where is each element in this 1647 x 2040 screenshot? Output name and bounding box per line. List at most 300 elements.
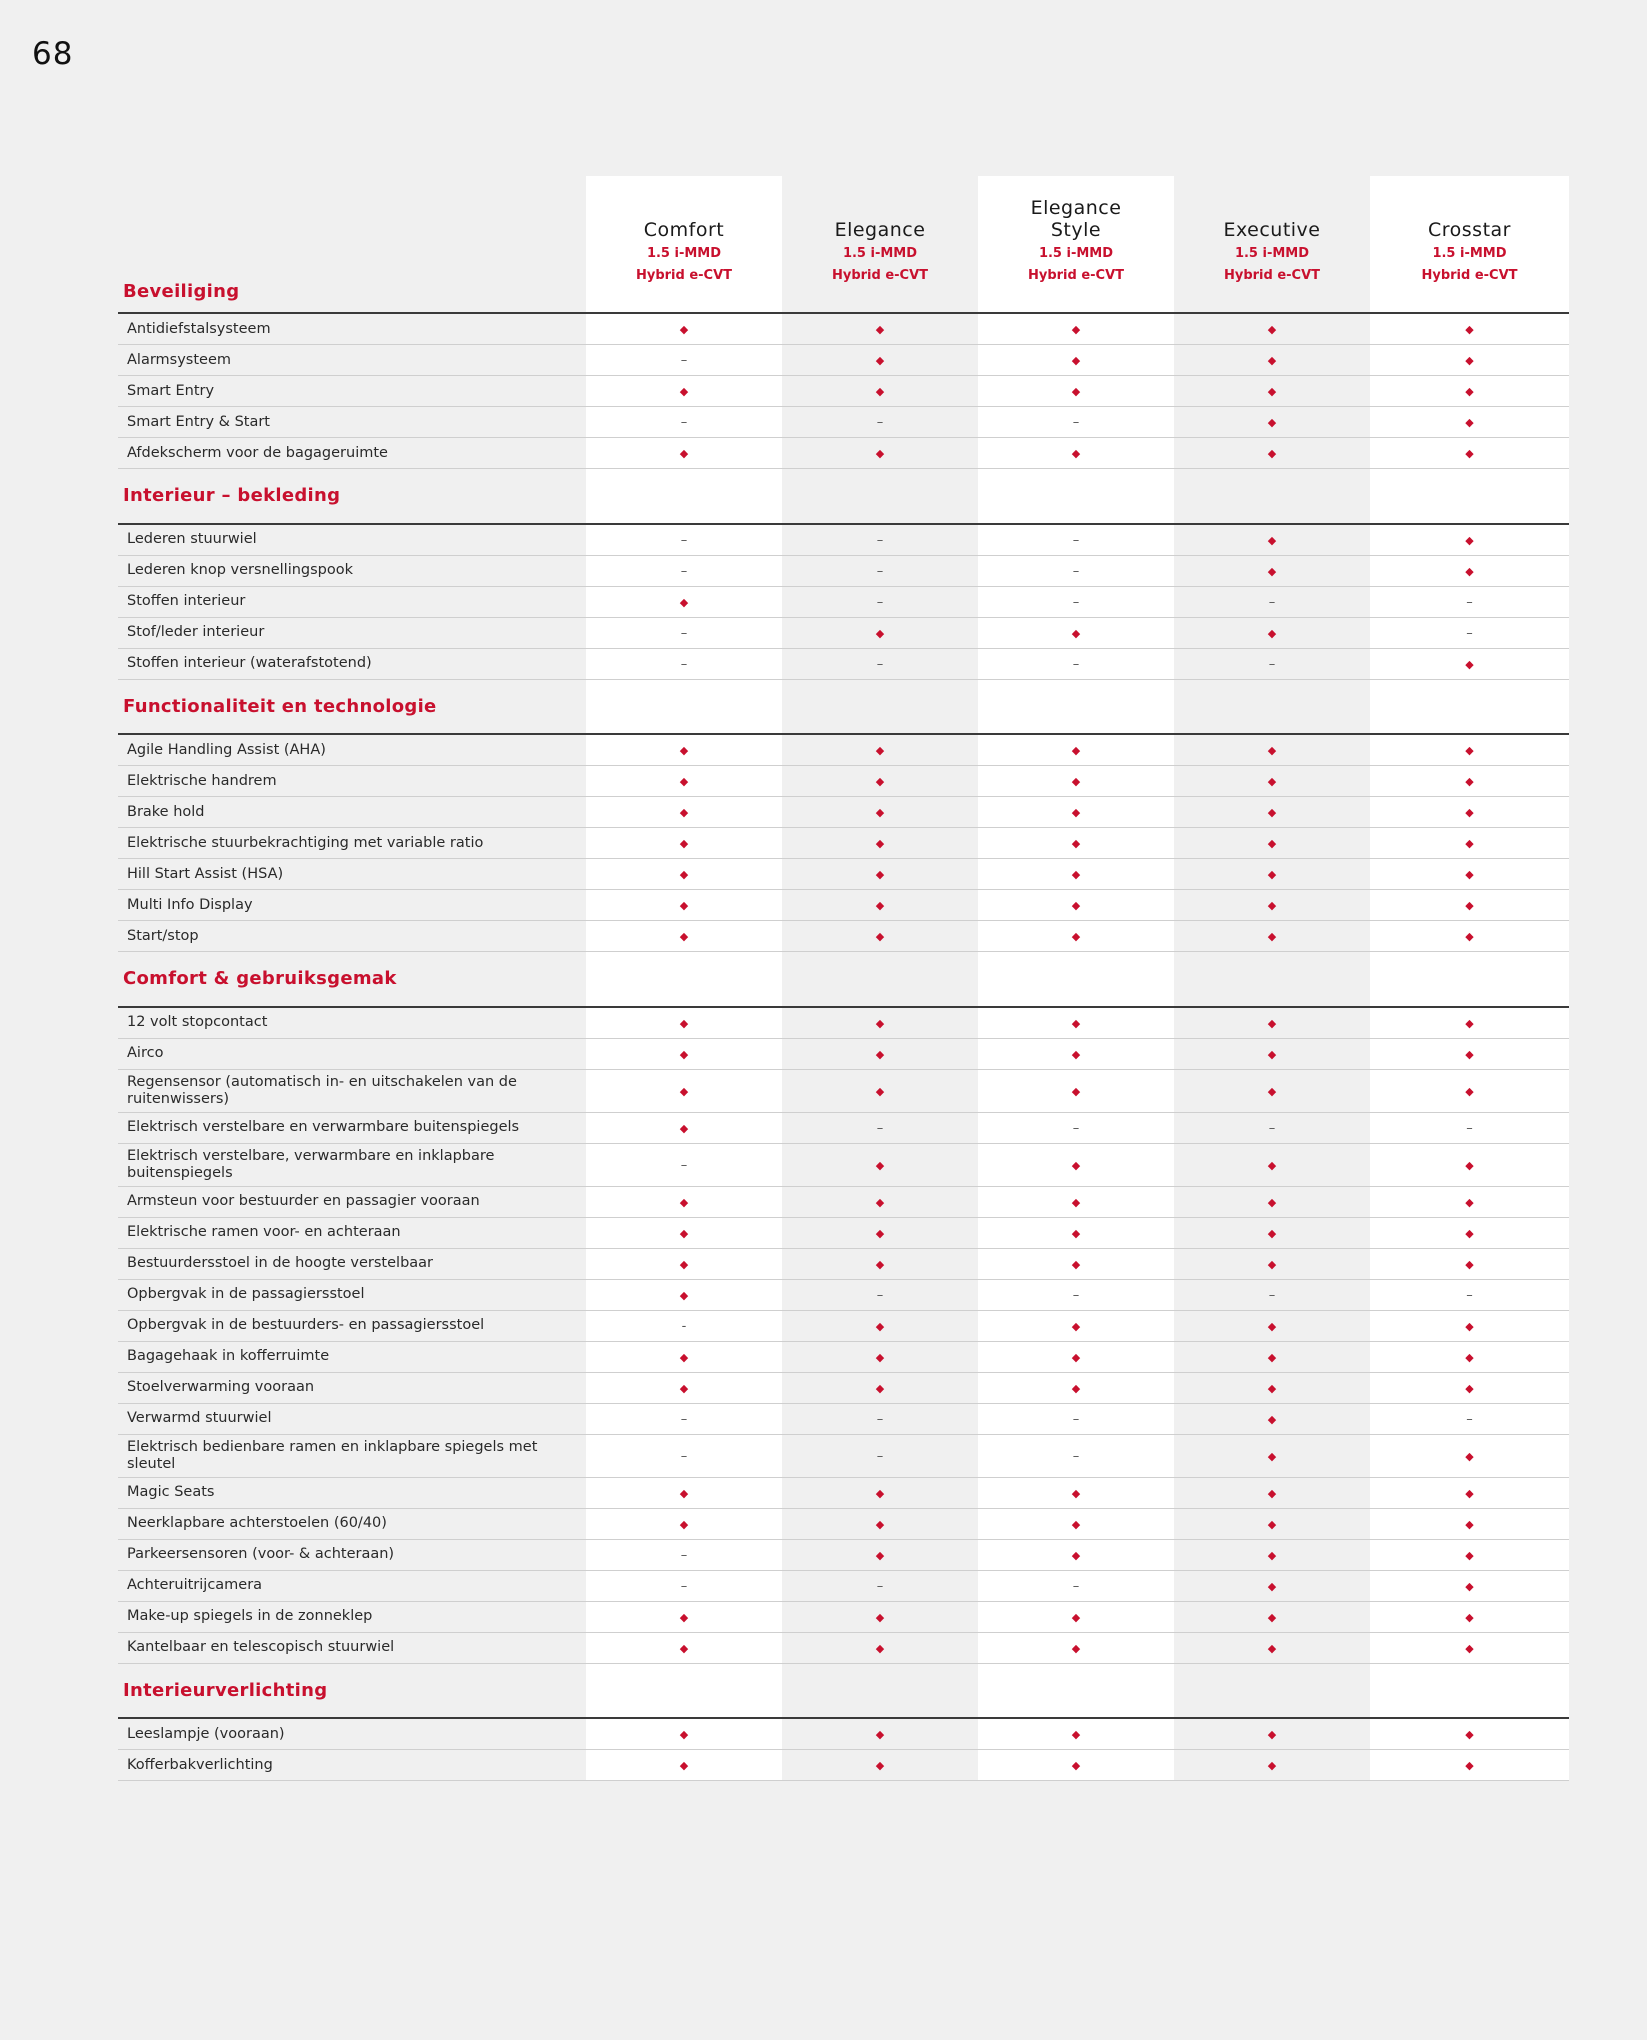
- standard-diamond-icon: ◆: [1267, 1016, 1277, 1030]
- feature-label: Opbergvak in de bestuurders- en passagiersstoel: [118, 1310, 586, 1341]
- availability-cell: [1370, 1310, 1569, 1341]
- table-row: [118, 1069, 1569, 1112]
- availability-cell: [1174, 1434, 1370, 1477]
- standard-diamond-icon: ◆: [1267, 1084, 1277, 1098]
- standard-diamond-icon: ◆: [1465, 1759, 1474, 1772]
- standard-diamond-icon: ◆: [875, 1158, 885, 1172]
- trim-engine: [978, 243, 1174, 287]
- not-available-dash-icon: –: [680, 1157, 688, 1173]
- feature-label: Parkeersensoren (voor- & achteraan): [118, 1539, 586, 1570]
- table-row: [118, 1112, 1569, 1143]
- availability-cell: [782, 797, 978, 828]
- availability-cell: [586, 1038, 782, 1069]
- availability-cell: [586, 1217, 782, 1248]
- table-row: [118, 890, 1569, 921]
- availability-cell: [586, 1248, 782, 1279]
- feature-label: Alarmsysteem: [118, 345, 586, 376]
- standard-diamond-icon: ◆: [1267, 899, 1277, 912]
- standard-diamond-icon: ◆: [1071, 930, 1081, 943]
- standard-diamond-icon: ◆: [1267, 868, 1277, 881]
- table-row: [118, 1477, 1569, 1508]
- feature-label: Lederen knop versnellingspook: [118, 555, 586, 586]
- standard-diamond-icon: ◆: [875, 1517, 885, 1531]
- feature-label: Verwarmd stuurwiel: [118, 1403, 586, 1434]
- availability-cell: [978, 438, 1174, 469]
- availability-cell: [782, 1477, 978, 1508]
- availability-cell: [782, 1186, 978, 1217]
- table-row: [118, 1186, 1569, 1217]
- availability-cell: [1174, 407, 1370, 438]
- availability-cell: [978, 1007, 1174, 1039]
- standard-diamond-icon: ◆: [1071, 806, 1081, 819]
- standard-diamond-icon: ◆: [1071, 1517, 1081, 1531]
- table-row: [118, 1007, 1569, 1039]
- availability-cell: [1370, 1539, 1569, 1570]
- availability-cell: [782, 1217, 978, 1248]
- standard-diamond-icon: ◆: [1071, 1158, 1081, 1172]
- standard-diamond-icon: ◆: [875, 930, 885, 943]
- standard-diamond-icon: ◆: [1267, 1412, 1277, 1426]
- availability-cell: [1174, 797, 1370, 828]
- standard-diamond-icon: ◆: [679, 930, 689, 943]
- availability-cell: [586, 1570, 782, 1601]
- availability-cell: [978, 1143, 1174, 1186]
- not-available-dash-icon: –: [1466, 594, 1473, 610]
- not-available-dash-icon: –: [876, 563, 884, 579]
- engine-line: Hybrid e-CVT: [831, 268, 929, 283]
- standard-diamond-icon: ◆: [679, 595, 689, 609]
- table-row: [118, 1279, 1569, 1310]
- availability-cell: [1174, 1341, 1370, 1372]
- not-available-dash-icon: -: [681, 1318, 687, 1334]
- standard-diamond-icon: ◆: [1071, 323, 1081, 336]
- standard-diamond-icon: ◆: [875, 1486, 885, 1500]
- standard-diamond-icon: ◆: [1267, 1226, 1277, 1240]
- availability-cell: [1370, 859, 1569, 890]
- availability-cell: [978, 376, 1174, 407]
- availability-cell: [586, 1601, 782, 1632]
- feature-label: Bagagehaak in kofferruimte: [118, 1341, 586, 1372]
- availability-cell: [978, 859, 1174, 890]
- availability-cell: [1174, 1601, 1370, 1632]
- availability-cell: [978, 797, 1174, 828]
- feature-label: Lederen stuurwiel: [118, 524, 586, 556]
- not-available-dash-icon: –: [1072, 1448, 1080, 1464]
- not-available-dash-icon: –: [876, 1411, 884, 1427]
- feature-label: Opbergvak in de passagiersstoel: [118, 1279, 586, 1310]
- availability-cell: [782, 1632, 978, 1663]
- availability-cell: [1174, 1508, 1370, 1539]
- engine-line: 1.5 i-MMD: [1038, 246, 1114, 261]
- standard-diamond-icon: ◆: [1071, 899, 1081, 912]
- standard-diamond-icon: ◆: [1465, 1158, 1474, 1172]
- not-available-dash-icon: –: [1268, 656, 1276, 672]
- standard-diamond-icon: ◆: [875, 323, 885, 336]
- engine-line: Hybrid e-CVT: [1027, 268, 1125, 283]
- availability-cell: [1370, 407, 1569, 438]
- availability-cell: [782, 890, 978, 921]
- availability-cell: [1370, 1372, 1569, 1403]
- feature-label: Neerklapbare achterstoelen (60/40): [118, 1508, 586, 1539]
- availability-cell: [1370, 617, 1569, 648]
- availability-cell: [586, 734, 782, 766]
- standard-diamond-icon: ◆: [1465, 1641, 1474, 1655]
- feature-label: Antidiefstalsysteem: [118, 313, 586, 345]
- standard-diamond-icon: ◆: [1071, 1381, 1081, 1395]
- availability-cell: [978, 524, 1174, 556]
- availability-cell: [1174, 345, 1370, 376]
- standard-diamond-icon: ◆: [1267, 1759, 1277, 1772]
- trim-engine: [586, 243, 782, 287]
- availability-cell: [586, 1143, 782, 1186]
- standard-diamond-icon: ◆: [679, 1226, 689, 1240]
- feature-label: Brake hold: [118, 797, 586, 828]
- availability-cell: [1370, 313, 1569, 345]
- availability-cell: [1370, 890, 1569, 921]
- standard-diamond-icon: ◆: [1267, 1517, 1277, 1531]
- standard-diamond-icon: ◆: [1465, 806, 1474, 819]
- availability-cell: [1174, 648, 1370, 679]
- availability-cell: [1370, 555, 1569, 586]
- feature-label: Elektrisch bedienbare ramen en inklapbare spiegels met sleutel: [118, 1434, 586, 1477]
- standard-diamond-icon: ◆: [1071, 1084, 1081, 1098]
- standard-diamond-icon: ◆: [875, 837, 885, 850]
- not-available-dash-icon: –: [1072, 415, 1080, 430]
- table-row: [118, 617, 1569, 648]
- standard-diamond-icon: ◆: [679, 899, 689, 912]
- standard-diamond-icon: ◆: [1267, 447, 1277, 460]
- table-row: [118, 734, 1569, 766]
- standard-diamond-icon: ◆: [1465, 1486, 1474, 1500]
- standard-diamond-icon: ◆: [875, 447, 885, 460]
- feature-label: Achteruitrijcamera: [118, 1570, 586, 1601]
- standard-diamond-icon: ◆: [1071, 1016, 1081, 1030]
- feature-label: Elektrische stuurbekrachtiging met variable ratio: [118, 828, 586, 859]
- trim-name: Comfort: [643, 219, 725, 241]
- availability-cell: [1174, 766, 1370, 797]
- availability-cell: [1370, 1038, 1569, 1069]
- availability-cell: [1174, 438, 1370, 469]
- not-available-dash-icon: –: [876, 415, 884, 430]
- engine-line: 1.5 i-MMD: [842, 246, 918, 261]
- availability-cell: [978, 1310, 1174, 1341]
- availability-cell: [978, 1403, 1174, 1434]
- standard-diamond-icon: ◆: [679, 1257, 689, 1271]
- availability-cell: [1370, 1718, 1569, 1750]
- availability-cell: [978, 345, 1174, 376]
- table-row: [118, 921, 1569, 952]
- availability-cell: [1370, 828, 1569, 859]
- standard-diamond-icon: ◆: [679, 744, 689, 757]
- table-row: [118, 1718, 1569, 1750]
- standard-diamond-icon: ◆: [1465, 533, 1474, 547]
- not-available-dash-icon: –: [1466, 1411, 1473, 1427]
- standard-diamond-icon: ◆: [875, 1350, 885, 1364]
- availability-cell: [782, 1248, 978, 1279]
- standard-diamond-icon: ◆: [875, 1084, 885, 1098]
- availability-cell: [1370, 586, 1569, 617]
- standard-diamond-icon: ◆: [679, 1381, 689, 1395]
- standard-diamond-icon: ◆: [875, 626, 885, 640]
- standard-diamond-icon: ◆: [1071, 868, 1081, 881]
- availability-cell: [586, 1279, 782, 1310]
- feature-label: Start/stop: [118, 921, 586, 952]
- standard-diamond-icon: ◆: [1465, 323, 1474, 336]
- availability-cell: [782, 1570, 978, 1601]
- standard-diamond-icon: ◆: [1267, 385, 1277, 398]
- table-row: [118, 1372, 1569, 1403]
- table-row: [118, 524, 1569, 556]
- availability-cell: [1370, 524, 1569, 556]
- availability-cell: [586, 1341, 782, 1372]
- availability-cell: [1174, 1038, 1370, 1069]
- trim-engine: [1174, 243, 1370, 287]
- standard-diamond-icon: ◆: [1267, 1610, 1277, 1624]
- feature-label: 12 volt stopcontact: [118, 1007, 586, 1039]
- availability-cell: [978, 1112, 1174, 1143]
- section-header-row: [118, 952, 1569, 1007]
- availability-cell: [1174, 1143, 1370, 1186]
- availability-cell: [1370, 1069, 1569, 1112]
- availability-cell: [1174, 1750, 1370, 1781]
- availability-cell: [978, 766, 1174, 797]
- availability-cell: [1370, 1186, 1569, 1217]
- standard-diamond-icon: ◆: [1465, 385, 1474, 398]
- not-available-dash-icon: –: [876, 594, 884, 610]
- feature-label: Kantelbaar en telescopisch stuurwiel: [118, 1632, 586, 1663]
- not-available-dash-icon: –: [1072, 1578, 1080, 1594]
- availability-cell: [1370, 1248, 1569, 1279]
- not-available-dash-icon: –: [1268, 594, 1276, 610]
- availability-cell: [782, 1279, 978, 1310]
- availability-cell: [978, 1217, 1174, 1248]
- standard-diamond-icon: ◆: [679, 1641, 689, 1655]
- availability-cell: [782, 1539, 978, 1570]
- section-header-row: [118, 679, 1569, 734]
- standard-diamond-icon: ◆: [1465, 899, 1474, 912]
- standard-diamond-icon: ◆: [1071, 1047, 1081, 1061]
- table-row: [118, 1248, 1569, 1279]
- table-row: [118, 1601, 1569, 1632]
- not-available-dash-icon: –: [680, 532, 688, 548]
- standard-diamond-icon: ◆: [1465, 1226, 1474, 1240]
- not-available-dash-icon: –: [680, 563, 688, 579]
- standard-diamond-icon: ◆: [1465, 1381, 1474, 1395]
- availability-cell: [978, 1570, 1174, 1601]
- feature-label: Elektrische ramen voor- en achteraan: [118, 1217, 586, 1248]
- availability-cell: [782, 766, 978, 797]
- standard-diamond-icon: ◆: [875, 1047, 885, 1061]
- standard-diamond-icon: ◆: [1267, 416, 1277, 429]
- availability-cell: [1370, 1750, 1569, 1781]
- availability-cell: [978, 1341, 1174, 1372]
- standard-diamond-icon: ◆: [875, 1257, 885, 1271]
- table-row: [118, 797, 1569, 828]
- engine-line: Hybrid e-CVT: [635, 268, 733, 283]
- standard-diamond-icon: ◆: [679, 1084, 689, 1098]
- standard-diamond-icon: ◆: [679, 447, 689, 460]
- availability-cell: [1174, 555, 1370, 586]
- standard-diamond-icon: ◆: [875, 354, 885, 367]
- availability-cell: [1174, 1112, 1370, 1143]
- table-row: [118, 1217, 1569, 1248]
- availability-cell: [1370, 1434, 1569, 1477]
- availability-cell: [1174, 828, 1370, 859]
- standard-diamond-icon: ◆: [679, 1121, 689, 1135]
- availability-cell: [586, 1310, 782, 1341]
- table-row: [118, 1403, 1569, 1434]
- standard-diamond-icon: ◆: [679, 1728, 689, 1741]
- availability-cell: [782, 921, 978, 952]
- table-row: [118, 586, 1569, 617]
- trim-header-row: [118, 176, 1569, 313]
- table-row: [118, 1434, 1569, 1477]
- standard-diamond-icon: ◆: [1267, 354, 1277, 367]
- availability-cell: [782, 555, 978, 586]
- availability-cell: [586, 921, 782, 952]
- standard-diamond-icon: ◆: [1465, 1610, 1474, 1624]
- standard-diamond-icon: ◆: [1267, 744, 1277, 757]
- standard-diamond-icon: ◆: [1267, 1195, 1277, 1209]
- availability-cell: [978, 1477, 1174, 1508]
- page-number: 68: [32, 36, 74, 72]
- standard-diamond-icon: ◆: [875, 1759, 885, 1772]
- standard-diamond-icon: ◆: [875, 775, 885, 788]
- table-row: [118, 648, 1569, 679]
- feature-label: Stoelverwarming vooraan: [118, 1372, 586, 1403]
- not-available-dash-icon: –: [876, 1578, 884, 1594]
- feature-label: Leeslampje (vooraan): [118, 1718, 586, 1750]
- not-available-dash-icon: –: [1072, 594, 1080, 610]
- availability-cell: [782, 734, 978, 766]
- availability-cell: [1174, 1279, 1370, 1310]
- availability-cell: [1174, 734, 1370, 766]
- standard-diamond-icon: ◆: [1267, 806, 1277, 819]
- standard-diamond-icon: ◆: [875, 1226, 885, 1240]
- availability-cell: [1370, 766, 1569, 797]
- availability-cell: [586, 345, 782, 376]
- availability-cell: [586, 797, 782, 828]
- standard-diamond-icon: ◆: [1267, 564, 1277, 578]
- trim-engine: [1370, 243, 1569, 287]
- availability-cell: [586, 1112, 782, 1143]
- availability-cell: [1370, 1632, 1569, 1663]
- feature-label: Smart Entry & Start: [118, 407, 586, 438]
- trim-header: [1174, 176, 1370, 313]
- standard-diamond-icon: ◆: [1071, 1257, 1081, 1271]
- trim-name: Crosstar: [1428, 219, 1511, 241]
- availability-cell: [782, 1508, 978, 1539]
- availability-cell: [1174, 1248, 1370, 1279]
- not-available-dash-icon: –: [680, 1448, 688, 1464]
- availability-cell: [782, 1341, 978, 1372]
- availability-cell: [586, 648, 782, 679]
- availability-cell: [782, 648, 978, 679]
- table-row: [118, 407, 1569, 438]
- availability-cell: [586, 859, 782, 890]
- standard-diamond-icon: ◆: [679, 385, 689, 398]
- standard-diamond-icon: ◆: [1267, 1579, 1277, 1593]
- availability-cell: [978, 1508, 1174, 1539]
- availability-cell: [1370, 438, 1569, 469]
- not-available-dash-icon: –: [680, 353, 688, 368]
- standard-diamond-icon: ◆: [1465, 1548, 1474, 1562]
- standard-diamond-icon: ◆: [679, 1486, 689, 1500]
- standard-diamond-icon: ◆: [679, 806, 689, 819]
- standard-diamond-icon: ◆: [679, 1610, 689, 1624]
- trim-engine: [782, 243, 978, 287]
- standard-diamond-icon: ◆: [875, 1195, 885, 1209]
- standard-diamond-icon: ◆: [875, 1319, 885, 1333]
- standard-diamond-icon: ◆: [1465, 930, 1474, 943]
- standard-diamond-icon: ◆: [1071, 447, 1081, 460]
- availability-cell: [1370, 1570, 1569, 1601]
- standard-diamond-icon: ◆: [1267, 930, 1277, 943]
- availability-cell: [1174, 586, 1370, 617]
- availability-cell: [586, 586, 782, 617]
- standard-diamond-icon: ◆: [875, 385, 885, 398]
- table-row: [118, 1341, 1569, 1372]
- availability-cell: [1174, 1007, 1370, 1039]
- standard-diamond-icon: ◆: [1465, 1084, 1474, 1098]
- feature-label: Elektrische handrem: [118, 766, 586, 797]
- standard-diamond-icon: ◆: [1465, 657, 1474, 671]
- standard-diamond-icon: ◆: [1465, 1517, 1474, 1531]
- availability-cell: [1370, 1508, 1569, 1539]
- section-header-row: [118, 469, 1569, 524]
- table-row: [118, 1632, 1569, 1663]
- standard-diamond-icon: ◆: [1465, 1449, 1474, 1463]
- availability-cell: [1370, 376, 1569, 407]
- feature-label: Multi Info Display: [118, 890, 586, 921]
- availability-cell: [586, 524, 782, 556]
- standard-diamond-icon: ◆: [679, 868, 689, 881]
- availability-cell: [1174, 921, 1370, 952]
- availability-cell: [1370, 797, 1569, 828]
- not-available-dash-icon: –: [680, 625, 688, 641]
- availability-cell: [782, 1143, 978, 1186]
- availability-cell: [586, 1718, 782, 1750]
- feature-label: Stof/leder interieur: [118, 617, 586, 648]
- standard-diamond-icon: ◆: [1267, 1257, 1277, 1271]
- availability-cell: [586, 1508, 782, 1539]
- availability-cell: [586, 617, 782, 648]
- availability-cell: [586, 438, 782, 469]
- feature-label: Agile Handling Assist (AHA): [118, 734, 586, 766]
- standard-diamond-icon: ◆: [1267, 1319, 1277, 1333]
- spec-table: [118, 176, 1569, 1781]
- availability-cell: [978, 921, 1174, 952]
- not-available-dash-icon: –: [1268, 1287, 1276, 1303]
- not-available-dash-icon: –: [876, 1448, 884, 1464]
- not-available-dash-icon: –: [680, 656, 688, 672]
- feature-label: Kofferbakverlichting: [118, 1750, 586, 1781]
- availability-cell: [978, 407, 1174, 438]
- availability-cell: [782, 859, 978, 890]
- standard-diamond-icon: ◆: [679, 1288, 689, 1302]
- availability-cell: [586, 766, 782, 797]
- availability-cell: [978, 1601, 1174, 1632]
- standard-diamond-icon: ◆: [1465, 416, 1474, 429]
- feature-label: Stoffen interieur: [118, 586, 586, 617]
- feature-label: Armsteun voor bestuurder en passagier vooraan: [118, 1186, 586, 1217]
- table-row: [118, 1310, 1569, 1341]
- not-available-dash-icon: –: [876, 1120, 884, 1136]
- feature-label: Airco: [118, 1038, 586, 1069]
- trim-header: [586, 176, 782, 313]
- availability-cell: [782, 1038, 978, 1069]
- trim-name: Executive: [1223, 219, 1321, 241]
